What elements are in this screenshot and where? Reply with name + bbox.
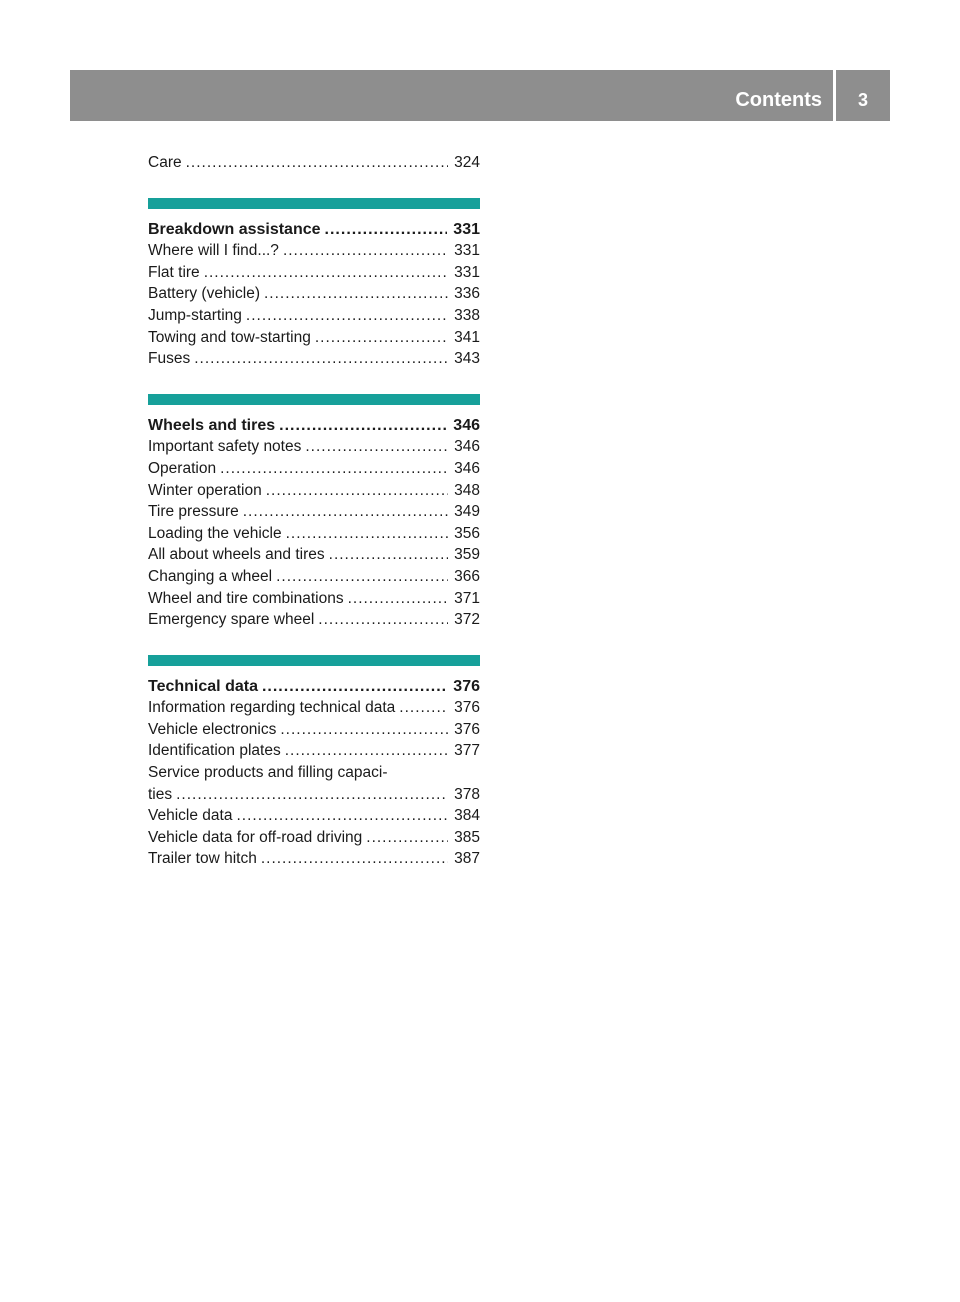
toc-entry[interactable] — [148, 827, 480, 849]
dot-leader — [318, 609, 448, 631]
toc-entry-label: Flat tire — [148, 263, 200, 281]
toc-entry-page: 385 — [454, 828, 480, 846]
section-wheels-and-tires — [148, 394, 480, 631]
dot-leader — [348, 588, 449, 610]
toc-entry[interactable] — [148, 240, 480, 262]
toc-entry[interactable] — [148, 740, 480, 762]
dot-leader — [276, 566, 448, 588]
section-breakdown-assistance — [148, 198, 480, 370]
toc-entry-wrapped-line[interactable] — [148, 762, 480, 784]
toc-entry[interactable] — [148, 566, 480, 588]
toc-entry[interactable] — [148, 283, 480, 305]
section-heading-page: 346 — [453, 416, 480, 434]
toc-entry[interactable] — [148, 348, 480, 370]
toc-entry-label: Vehicle electronics — [148, 720, 277, 738]
toc-entry-label: Towing and tow-starting — [148, 328, 311, 346]
toc-entry[interactable] — [148, 436, 480, 458]
dot-leader — [204, 262, 448, 284]
toc-entry[interactable] — [148, 719, 480, 741]
toc-entry-label: Identification plates — [148, 742, 281, 760]
section-heading-label: Breakdown assistance — [148, 220, 321, 238]
section-heading[interactable] — [148, 219, 480, 241]
dot-leader — [264, 283, 448, 305]
toc-entry-label: All about wheels and tires — [148, 546, 325, 564]
dot-leader — [176, 784, 448, 806]
dot-leader — [315, 327, 448, 349]
dot-leader — [325, 219, 448, 241]
dot-leader — [329, 544, 448, 566]
toc-entry-label: Information regarding technical data — [148, 699, 396, 717]
dot-leader — [194, 348, 448, 370]
section-heading[interactable] — [148, 415, 480, 437]
dot-leader — [243, 501, 448, 523]
section-rule — [148, 394, 480, 405]
dot-leader — [366, 827, 448, 849]
section-heading-page: 376 — [453, 677, 480, 695]
toc-entry-label: Fuses — [148, 350, 191, 368]
dot-leader — [262, 676, 447, 698]
dot-leader — [266, 480, 448, 502]
toc-entry[interactable] — [148, 523, 480, 545]
toc-entry-page: 371 — [454, 589, 480, 607]
dot-leader — [283, 240, 448, 262]
toc-entry-page: 376 — [454, 720, 480, 738]
toc-entry-care[interactable] — [148, 152, 480, 174]
toc-entry-page: 356 — [454, 524, 480, 542]
toc-entry-page: 384 — [454, 807, 480, 825]
toc-entry-page: 346 — [454, 438, 480, 456]
dot-leader — [246, 305, 448, 327]
toc-entry[interactable] — [148, 805, 480, 827]
toc-entry-label: Changing a wheel — [148, 567, 273, 585]
toc-entry-label: Where will I find...? — [148, 242, 279, 260]
toc-entry-page: 331 — [454, 242, 480, 260]
toc-entry-label: ties — [148, 785, 173, 803]
toc-entry-page: 336 — [454, 285, 480, 303]
toc-entry[interactable] — [148, 501, 480, 523]
toc-entry-page: 349 — [454, 503, 480, 521]
toc-entry-label: Trailer tow hitch — [148, 850, 257, 868]
toc-entry-page: 324 — [454, 154, 480, 171]
toc-entry-label: Emergency spare wheel — [148, 611, 315, 629]
section-heading[interactable] — [148, 676, 480, 698]
toc-entry-page: 372 — [454, 611, 480, 629]
page-header — [70, 70, 890, 121]
toc-entry-label: Operation — [148, 459, 217, 477]
toc-entry-page: 378 — [454, 785, 480, 803]
dot-leader — [186, 152, 449, 174]
dot-leader — [305, 436, 448, 458]
toc-entry-label: Winter operation — [148, 481, 262, 499]
dot-leader — [261, 848, 448, 870]
header-title: Contents — [735, 89, 822, 111]
toc-entry-page: 376 — [454, 699, 480, 717]
toc-entry-label: Important safety notes — [148, 438, 302, 456]
section-heading-label: Wheels and tires — [148, 416, 276, 434]
section-heading-label: Technical data — [148, 677, 258, 695]
dot-leader — [236, 805, 448, 827]
toc-entry-label: Wheel and tire combinations — [148, 589, 344, 607]
toc-entry[interactable] — [148, 262, 480, 284]
dot-leader — [285, 740, 448, 762]
toc-entry[interactable] — [148, 327, 480, 349]
toc-entry-label: Battery (vehicle) — [148, 285, 260, 303]
toc-entry-page: 348 — [454, 481, 480, 499]
toc-entry-page: 377 — [454, 742, 480, 760]
section-rule — [148, 655, 480, 666]
toc-entry-page: 359 — [454, 546, 480, 564]
toc-entry-page: 331 — [454, 263, 480, 281]
toc-entry-page: 366 — [454, 567, 480, 585]
toc-entry[interactable] — [148, 480, 480, 502]
toc-entry-page: 387 — [454, 850, 480, 868]
toc-entry-label: Jump-starting — [148, 306, 242, 324]
toc-entry-label: Loading the vehicle — [148, 524, 282, 542]
toc-entry[interactable] — [148, 784, 480, 806]
toc-entry[interactable] — [148, 305, 480, 327]
toc-entry[interactable] — [148, 697, 480, 719]
toc-entry[interactable] — [148, 609, 480, 631]
page-number: 3 — [857, 90, 868, 110]
dot-leader — [279, 415, 447, 437]
toc-entry-page: 346 — [454, 459, 480, 477]
toc-entry[interactable] — [148, 458, 480, 480]
dot-leader — [286, 523, 449, 545]
table-of-contents — [148, 152, 480, 870]
toc-entry[interactable] — [148, 544, 480, 566]
dot-leader — [220, 458, 448, 480]
toc-entry-label: Care — [148, 154, 182, 171]
dot-leader — [399, 697, 448, 719]
section-rule — [148, 198, 480, 209]
toc-entry[interactable] — [148, 588, 480, 610]
toc-entry-label: Tire pressure — [148, 503, 239, 521]
toc-entry-label: Vehicle data for off-road driving — [148, 828, 363, 846]
toc-entry[interactable] — [148, 848, 480, 870]
toc-entry-page: 343 — [454, 350, 480, 368]
section-technical-data — [148, 655, 480, 870]
section-heading-page: 331 — [453, 220, 480, 238]
dot-leader — [280, 719, 448, 741]
toc-entry-page: 338 — [454, 306, 480, 324]
toc-entry-label: Vehicle data — [148, 807, 233, 825]
toc-entry-page: 341 — [454, 328, 480, 346]
toc-entry-label: Service products and filling capaci- — [148, 764, 388, 782]
